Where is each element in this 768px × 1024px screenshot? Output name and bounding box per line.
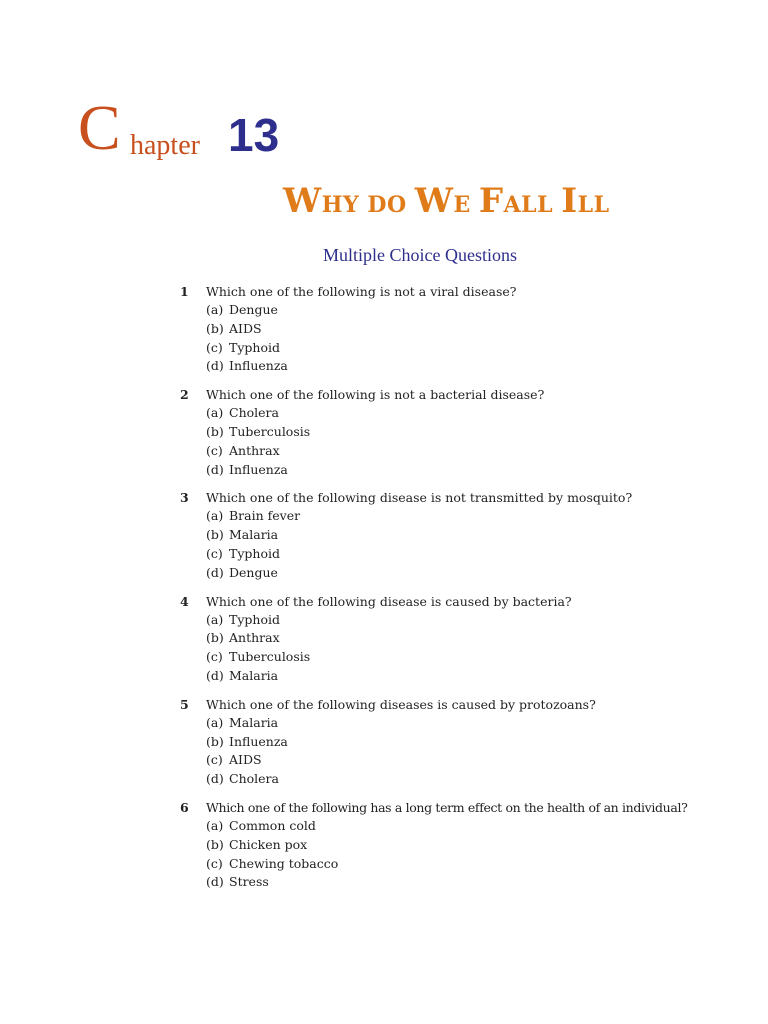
title-word: DO (367, 192, 407, 218)
question-text-line (180, 282, 700, 301)
option-item: (d) Malaria (206, 667, 279, 683)
option-item: (d) Influenza (206, 461, 288, 477)
option-item: (b) Malaria (206, 527, 279, 543)
option-list (206, 817, 700, 892)
chapter-initial: C (78, 92, 121, 163)
option-item: (c) Chewing tobacco (206, 855, 339, 871)
question-number: 4 (180, 593, 189, 609)
option-item: (b) AIDS (206, 320, 262, 336)
chapter-number: 13 (228, 109, 280, 161)
question-text: Which one of the following diseases is caused by protozoans? (206, 696, 596, 712)
option-list (206, 714, 700, 789)
option-list (206, 301, 700, 376)
option-item: (c) Tuberculosis (206, 649, 311, 665)
question-text-line (180, 798, 700, 817)
option-item: (a) Malaria (206, 714, 279, 730)
option-item: (a) Cholera (206, 405, 279, 421)
question-number: 2 (180, 387, 189, 403)
question-number: 5 (180, 696, 189, 712)
question-item (180, 385, 700, 479)
question-item (180, 695, 700, 789)
question-list (180, 282, 700, 901)
chapter-title (283, 181, 610, 225)
question-number: 3 (180, 490, 189, 506)
title-word: WHY (283, 181, 360, 221)
option-list (206, 404, 700, 479)
question-text: Which one of the following is not a viral disease? (206, 284, 517, 299)
question-item (180, 488, 700, 582)
chapter-word: hapter (130, 130, 200, 161)
option-item: (b) Chicken pox (206, 836, 308, 852)
option-list (206, 507, 700, 582)
section-title: Multiple Choice Questions (323, 245, 517, 265)
option-item: (b) Influenza (206, 733, 288, 749)
question-text: Which one of the following has a long term effect on the health of an individual? (206, 799, 688, 815)
question-text-line (180, 695, 700, 714)
option-list (206, 611, 700, 686)
question-text: Which one of the following is not a bacterial disease? (206, 387, 545, 403)
question-item (180, 592, 700, 686)
option-item: (d) Influenza (206, 358, 288, 374)
option-item: (d) Dengue (206, 564, 278, 580)
option-item: (a) Typhoid (206, 611, 280, 627)
question-text: Which one of the following disease is not transmitted by mosquito? (206, 490, 633, 506)
question-text-line (180, 592, 700, 611)
option-item: (c) Anthrax (206, 442, 280, 458)
question-number: 1 (180, 284, 189, 299)
option-item: (c) Typhoid (206, 339, 280, 355)
title-word: WE (414, 181, 471, 221)
option-item: (c) AIDS (206, 752, 262, 768)
question-text: Which one of the following disease is caused by bacteria? (206, 593, 572, 609)
option-item: (b) Anthrax (206, 630, 280, 646)
question-text-line (180, 385, 700, 404)
question-item (180, 798, 700, 892)
option-item: (a) Brain fever (206, 508, 301, 524)
option-item: (d) Cholera (206, 771, 279, 787)
question-item (180, 282, 700, 376)
option-item: (a) Common cold (206, 817, 316, 833)
title-word: ILL (561, 181, 610, 221)
question-number: 6 (180, 799, 189, 815)
option-item: (c) Typhoid (206, 545, 280, 561)
option-item: (d) Stress (206, 874, 269, 890)
option-item: (a) Dengue (206, 302, 278, 317)
option-item: (b) Tuberculosis (206, 423, 311, 439)
title-word: FALL (478, 181, 554, 221)
question-text-line (180, 488, 700, 507)
